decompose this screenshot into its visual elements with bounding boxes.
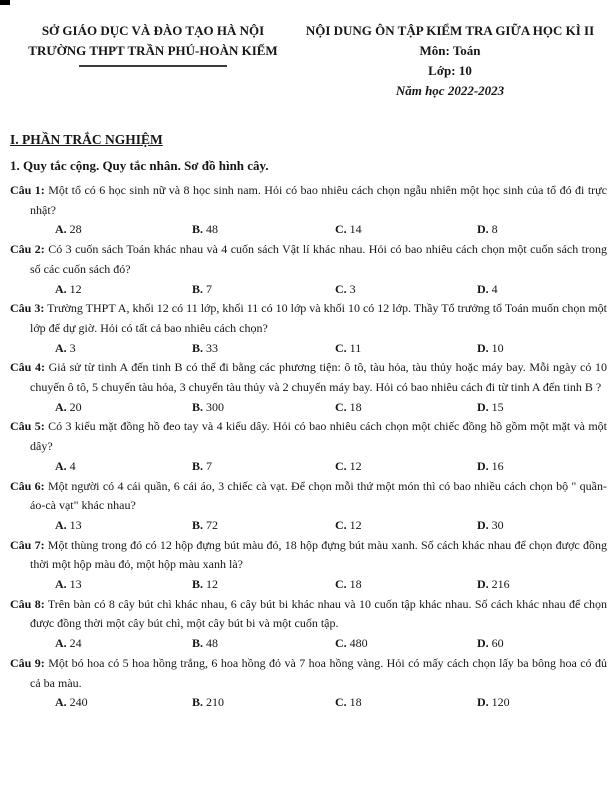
option-value: 15 [488,399,504,414]
option-letter: C. [335,517,347,532]
option-letter: C. [335,399,347,414]
options-row [10,220,607,240]
option-a [55,220,192,240]
option-letter: B. [192,577,204,592]
option-value: 240 [66,695,88,710]
option-value: 12 [346,517,362,532]
question-text: Một bó hoa có 5 hoa hồng trắng, 6 hoa hồng đỏ và 7 hoa hồng vàng. Hỏi có mấy cách chọn lấy ba bông hoa có đủ cả ba màu. [30,655,607,690]
option-d [477,575,607,595]
exam-title: NỘI DUNG ÔN TẬP KIỂM TRA GIỮA HỌC KÌ II [305,23,595,38]
option-value: 480 [346,636,368,651]
question-text: Có 3 kiểu mặt đồng hồ đeo tay và 4 kiểu dây. Hỏi có bao nhiêu cách chọn một chiếc đồng hồ gồm một mặt và một dây? [30,419,608,454]
department-name: SỞ GIÁO DỤC VÀ ĐÀO TẠO HÀ NỘI [41,23,265,38]
question-item [10,358,607,417]
question-paragraph [10,417,607,456]
option-a [55,516,192,536]
question-label: Câu 7: [10,537,45,552]
option-value: 120 [488,695,510,710]
option-value: 33 [203,340,219,355]
option-value: 12 [346,458,362,473]
question-text: Một người có 4 cái quần, 6 cái áo, 3 chiếc cà vạt. Để chọn mỗi thứ một món thì có bao nhiều cách chọn bộ " quần-áo-cà vạt" khác nhau? [30,478,607,513]
option-value: 13 [66,517,82,532]
option-value: 216 [488,577,510,592]
question-label: Câu 1: [10,183,45,197]
options-row [10,457,607,477]
question-label: Câu 8: [10,596,45,611]
option-value: 30 [488,517,504,532]
option-value: 18 [346,695,362,710]
option-letter: B. [192,281,204,296]
option-value: 210 [203,695,225,710]
option-value: 7 [203,281,213,296]
option-b [192,398,335,418]
option-value: 24 [66,636,82,651]
option-letter: D. [477,695,489,710]
option-letter: A. [55,636,67,651]
option-value: 4 [66,458,76,473]
issuing-authority-block [10,21,296,101]
option-value: 3 [346,281,356,296]
option-b [192,634,335,654]
option-value: 7 [203,458,213,473]
option-d [477,516,607,536]
option-letter: B. [192,399,204,414]
question-item [10,181,607,240]
option-d [477,339,607,359]
question-paragraph [10,477,607,516]
question-item [10,299,607,358]
option-value: 18 [346,577,362,592]
option-value: 4 [488,281,498,296]
option-value: 12 [203,577,219,592]
option-a [55,457,192,477]
option-d [477,220,607,240]
option-value: 14 [346,222,362,237]
question-item [10,240,607,299]
option-c [335,457,477,477]
option-c [335,634,477,654]
option-b [192,280,335,300]
question-text: Giả sử từ tinh A đến tinh B có thể đi bằng các phương tiện: ô tô, tàu hỏa, tàu thủy hoặc máy bay. Mỗi ngày có 10 chuyến ô tô, 5 chuyến tàu hỏa, 3 chuyến tàu thủy và 2 chuyến máy bay. Hỏi có bao nhiêu cách đi từ tinh A đến tinh B ? [30,360,607,395]
option-letter: A. [55,695,67,710]
option-c [335,280,477,300]
option-value: 20 [66,399,82,414]
question-paragraph [10,595,607,634]
option-letter: D. [477,577,489,592]
option-d [477,398,607,418]
option-d [477,457,607,477]
part-title: I. PHẦN TRẮC NGHIỆM [10,132,163,147]
option-letter: A. [55,399,67,414]
question-label: Câu 6: [10,478,45,493]
option-c [335,575,477,595]
option-d [477,280,607,300]
option-value: 10 [488,340,504,355]
option-d [477,693,607,713]
question-label: Câu 3: [10,301,45,316]
question-paragraph [10,536,607,575]
question-label: Câu 2: [10,242,45,257]
option-a [55,575,192,595]
option-letter: B. [192,222,204,237]
option-b [192,457,335,477]
option-c [335,516,477,536]
option-value: 8 [488,222,498,237]
question-text: Trường THPT A, khối 12 có 11 lớp, khối 11 có 10 lớp và khối 10 có 12 lớp. Thầy Tổ trưởng tổ Toán muốn chọn một lớp để dự giờ. Hỏi có tất cả bao nhiêu cách chọn? [30,301,607,335]
option-letter: D. [477,340,489,355]
topic-title: 1. Quy tắc cộng. Quy tắc nhân. Sơ đồ hình cây. [10,158,269,173]
question-paragraph [10,181,607,220]
option-letter: C. [335,695,347,710]
header-divider-rule [79,65,227,67]
option-c [335,220,477,240]
question-text: Một thùng trong đó có 12 hộp đựng bút màu đỏ, 18 hộp đựng bút màu xanh. Số cách khác nhau để chọn được đồng thời một hộp màu đỏ, một hộp màu xanh là? [30,537,607,572]
question-paragraph [10,358,607,397]
option-letter: B. [192,458,204,473]
option-value: 48 [203,636,219,651]
question-paragraph [10,299,607,338]
option-a [55,634,192,654]
option-b [192,516,335,536]
document-header [0,0,616,101]
option-value: 12 [66,281,82,296]
option-value: 60 [488,636,504,651]
exam-subject: Môn: Toán [419,43,481,58]
option-d [477,634,607,654]
option-value: 28 [66,222,82,237]
option-letter: C. [335,458,347,473]
option-letter: A. [55,340,67,355]
option-letter: C. [335,340,347,355]
questions-list [10,181,607,713]
question-label: Câu 4: [10,360,45,375]
option-value: 16 [488,458,504,473]
options-row [10,339,607,359]
option-value: 11 [346,340,362,355]
options-row [10,575,607,595]
question-paragraph [10,240,607,279]
option-value: 72 [203,517,219,532]
option-b [192,575,335,595]
options-row [10,693,607,713]
option-letter: D. [477,222,489,237]
option-letter: A. [55,458,67,473]
options-row [10,516,607,536]
option-letter: D. [477,281,489,296]
question-text: Có 3 cuốn sách Toán khác nhau và 4 cuốn sách Vật lí khác nhau. Hỏi có bao nhiêu cách chọn một cuốn sách trong số các cuốn sách đó? [30,242,607,276]
option-letter: D. [477,517,489,532]
option-letter: C. [335,281,347,296]
question-item [10,595,607,654]
option-letter: B. [192,636,204,651]
options-row [10,280,607,300]
option-letter: A. [55,281,67,296]
option-c [335,398,477,418]
options-row [10,634,607,654]
option-a [55,398,192,418]
option-value: 18 [346,399,362,414]
option-a [55,693,192,713]
option-letter: B. [192,340,204,355]
question-label: Câu 5: [10,419,45,434]
exam-grade: Lớp: 10 [428,63,472,78]
option-value: 3 [66,340,76,355]
option-letter: D. [477,458,489,473]
option-letter: C. [335,222,347,237]
option-letter: C. [335,636,347,651]
option-value: 48 [203,222,219,237]
option-value: 300 [203,399,225,414]
option-c [335,693,477,713]
question-item [10,477,607,536]
option-a [55,339,192,359]
question-label: Câu 9: [10,655,45,670]
option-value: 13 [66,577,82,592]
option-b [192,693,335,713]
question-text: Một tổ có 6 học sinh nữ và 8 học sinh nam. Hỏi có bao nhiêu cách chọn ngẫu nhiên một học sinh của tổ đó đi trực nhật? [30,183,607,217]
option-c [335,339,477,359]
scan-artifact-mark [0,0,10,5]
question-text: Trên bàn có 8 cây bút chì khác nhau, 6 cây bút bi khác nhau và 10 cuốn tập khác nhau. Số cách khác nhau để chọn được đồng thời một cây bút chì, một cây bút bi và một cuốn tập. [30,596,607,631]
option-b [192,220,335,240]
option-letter: B. [192,695,204,710]
option-letter: B. [192,517,204,532]
option-letter: C. [335,577,347,592]
question-item [10,417,607,476]
question-item [10,654,607,713]
school-name: TRƯỜNG THPT TRẦN PHÚ-HOÀN KIẾM [28,43,278,58]
exam-school-year: Năm học 2022-2023 [395,83,505,98]
option-a [55,280,192,300]
option-letter: D. [477,636,489,651]
option-letter: A. [55,222,67,237]
option-letter: D. [477,399,489,414]
question-paragraph [10,654,607,693]
exam-title-block [296,21,604,101]
option-b [192,339,335,359]
option-letter: A. [55,517,67,532]
options-row [10,398,607,418]
option-letter: A. [55,577,67,592]
question-item [10,536,607,595]
